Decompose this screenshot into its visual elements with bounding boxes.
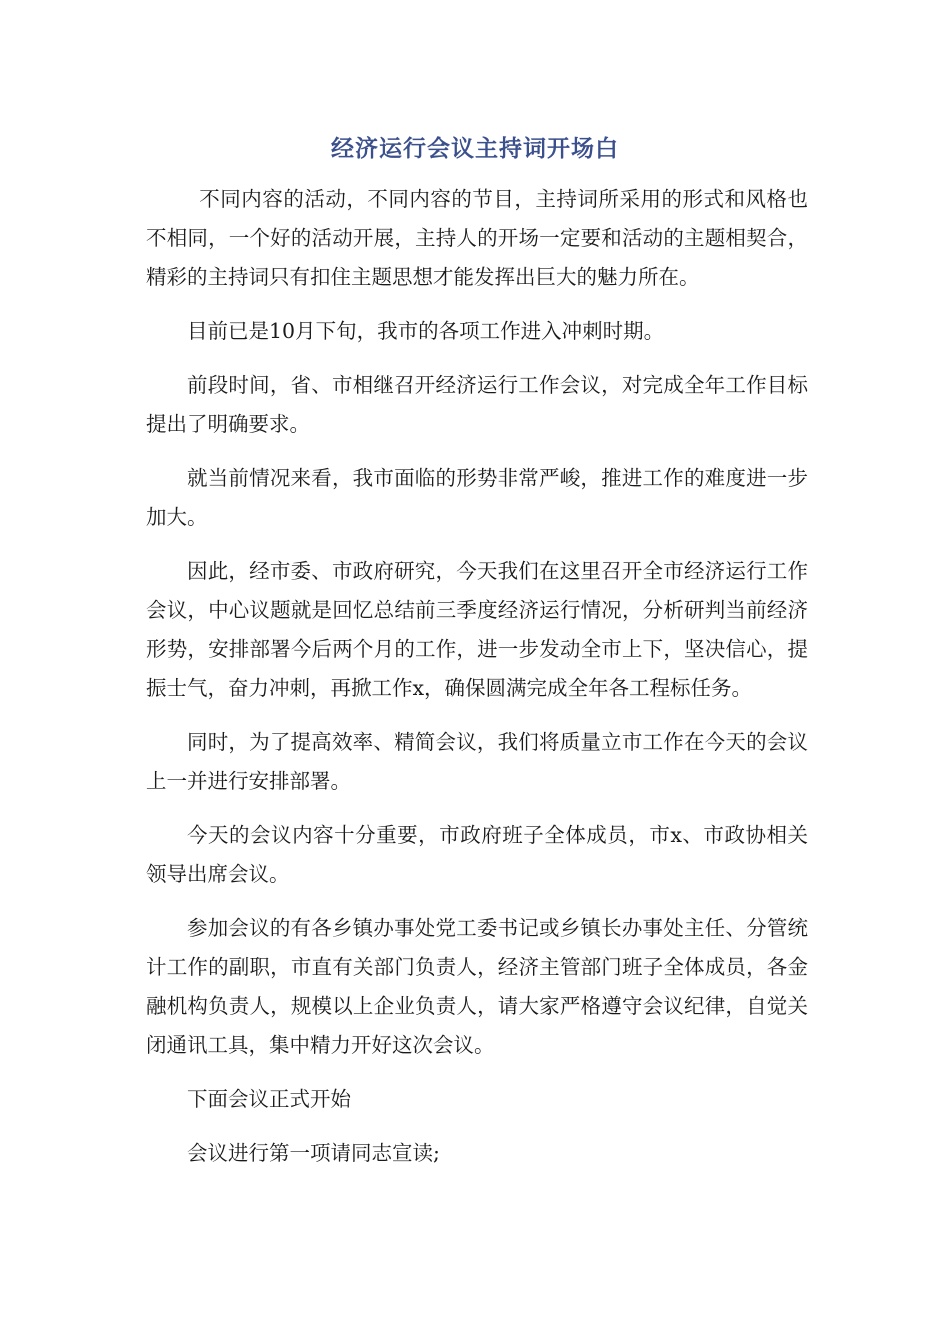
- paragraph-meeting-purpose: 因此，经市委、市政府研究，今天我们在这里召开全市经济运行工作会议，中心议题就是回忆总结前三季度经济运行情况，分析研判当前经济形势，安排部署今后两个月的工作，进一步发动全市上下，坚决信心，提振士气，奋力冲刺，再掀工作x，确保圆满完成全年各工程标任务。: [146, 559, 808, 700]
- paragraph-previous-meetings: 前段时间，省、市相继召开经济运行工作会议，对完成全年工作目标提出了明确要求。: [146, 373, 808, 436]
- paragraph-quality-work: 同时，为了提高效率、精简会议，我们将质量立市工作在今天的会议上一并进行安排部署。: [146, 730, 808, 793]
- paragraph-date: 目前已是10月下旬，我市的各项工作进入冲刺时期。: [187, 319, 665, 343]
- document-title: 经济运行会议主持词开场白: [331, 136, 619, 162]
- paragraph-current-situation: 就当前情况来看，我市面临的形势非常严峻，推进工作的难度进一步加大。: [146, 466, 808, 529]
- paragraph-first-item: 会议进行第一项请同志宣读;: [187, 1141, 440, 1165]
- paragraph-intro: 不同内容的活动，不同内容的节目，主持词所采用的形式和风格也不相同，一个好的活动开展，主持人的开场一定要和活动的主题相契合，精彩的主持词只有扣住主题思想才能发挥出巨大的魅力所在。: [146, 187, 808, 289]
- paragraph-attending-leaders: 今天的会议内容十分重要，市政府班子全体成员，市x、市政协相关领导出席会议。: [146, 823, 808, 886]
- paragraph-participants: 参加会议的有各乡镇办事处党工委书记或乡镇长办事处主任、分管统计工作的副职，市直有关部门负责人，经济主管部门班子全体成员，各金融机构负责人，规模以上企业负责人，请大家严格遵守会议纪律，自觉关闭通讯工具，集中精力开好这次会议。: [146, 916, 808, 1057]
- document-body: [146, 180, 808, 1173]
- paragraph-meeting-start: 下面会议正式开始: [187, 1087, 351, 1111]
